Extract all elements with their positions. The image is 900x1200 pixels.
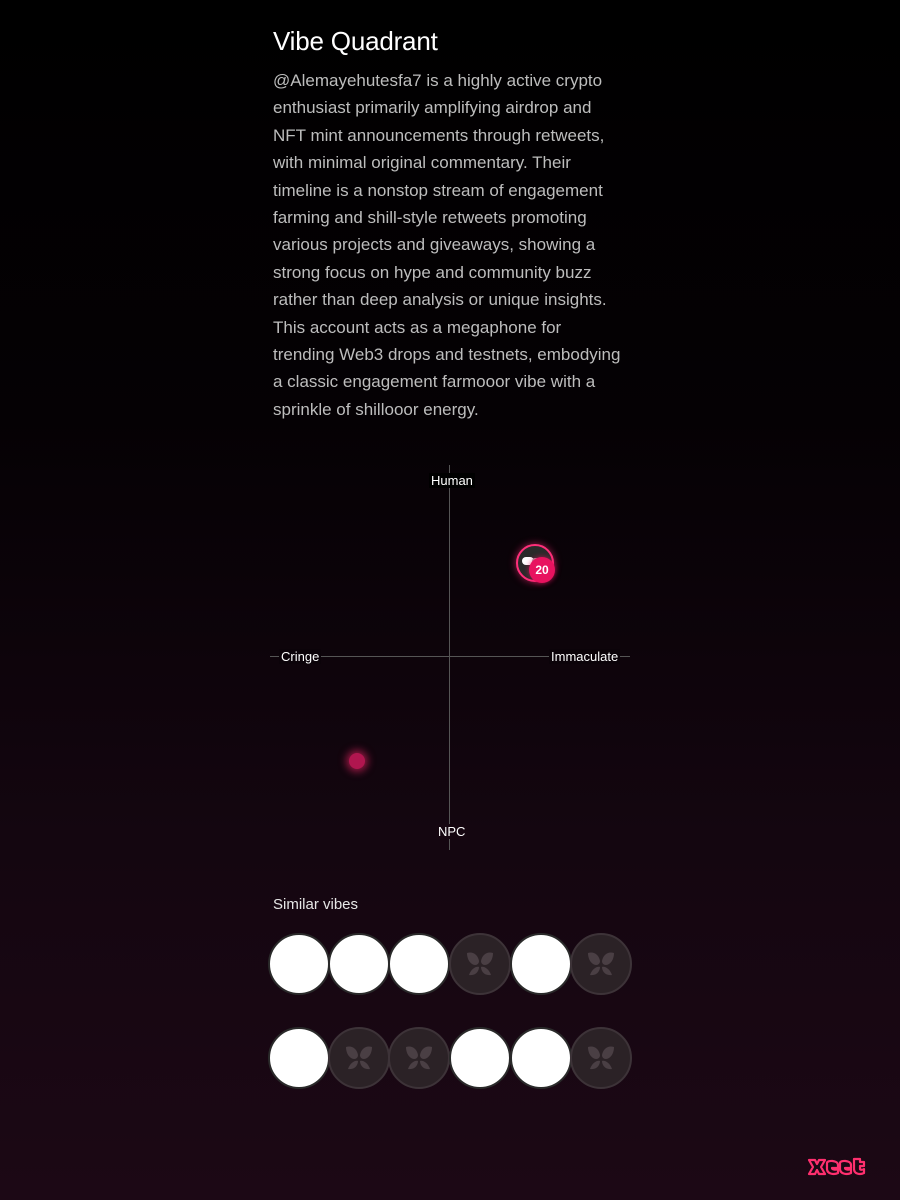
- axis-label-npc: NPC: [438, 824, 466, 839]
- vertical-axis: [449, 465, 450, 850]
- page-title: Vibe Quadrant: [273, 26, 438, 56]
- similar-vibes-title: Similar vibes: [273, 896, 359, 913]
- similar-avatar[interactable]: [510, 1027, 572, 1089]
- similar-vibes-row-1: [268, 933, 638, 995]
- placeholder-logo-icon: [402, 1041, 436, 1075]
- similar-vibes-row-2: [268, 1027, 638, 1089]
- similar-avatar-placeholder[interactable]: [328, 1027, 390, 1089]
- placeholder-logo-icon: [584, 1041, 618, 1075]
- placeholder-logo-icon: [342, 1041, 376, 1075]
- placeholder-logo-icon: [463, 947, 497, 981]
- similar-avatar[interactable]: [268, 933, 330, 995]
- axis-label-cringe: Cringe: [281, 649, 320, 664]
- glow-dot-marker: [349, 753, 365, 769]
- similar-avatar[interactable]: [268, 1027, 330, 1089]
- similar-avatar-placeholder[interactable]: [449, 933, 511, 995]
- similar-avatar-placeholder[interactable]: [570, 1027, 632, 1089]
- placeholder-logo-icon: [584, 947, 618, 981]
- brand-logo-icon: [806, 1155, 878, 1179]
- similar-avatar[interactable]: [510, 933, 572, 995]
- vibe-summary: @Alemayehutesfa7 is a highly active crypto enthusiast primarily amplifying airdrop and NFT mint announcements through retweets, with minimal original commentary. Their timeline is a nonstop stream of engagement farming and shill-style retweets promoting various projects and giveaways, showing a strong focus on hype and community buzz rather than deep analysis or unique insights. This account acts as a megaphone for trending Web3 drops and testnets, embodying a classic engagement farmooor vibe with a sprinkle of shillooor energy.: [273, 71, 621, 419]
- similar-avatar[interactable]: [449, 1027, 511, 1089]
- similar-avatar-placeholder[interactable]: [388, 1027, 450, 1089]
- similar-avatar[interactable]: [388, 933, 450, 995]
- similar-avatar-placeholder[interactable]: [570, 933, 632, 995]
- axis-label-human: Human: [431, 473, 473, 488]
- score-badge: 20: [529, 557, 555, 583]
- similar-avatar[interactable]: [328, 933, 390, 995]
- vibe-quadrant-chart: [270, 465, 630, 850]
- axis-label-immaculate: Immaculate: [551, 649, 619, 664]
